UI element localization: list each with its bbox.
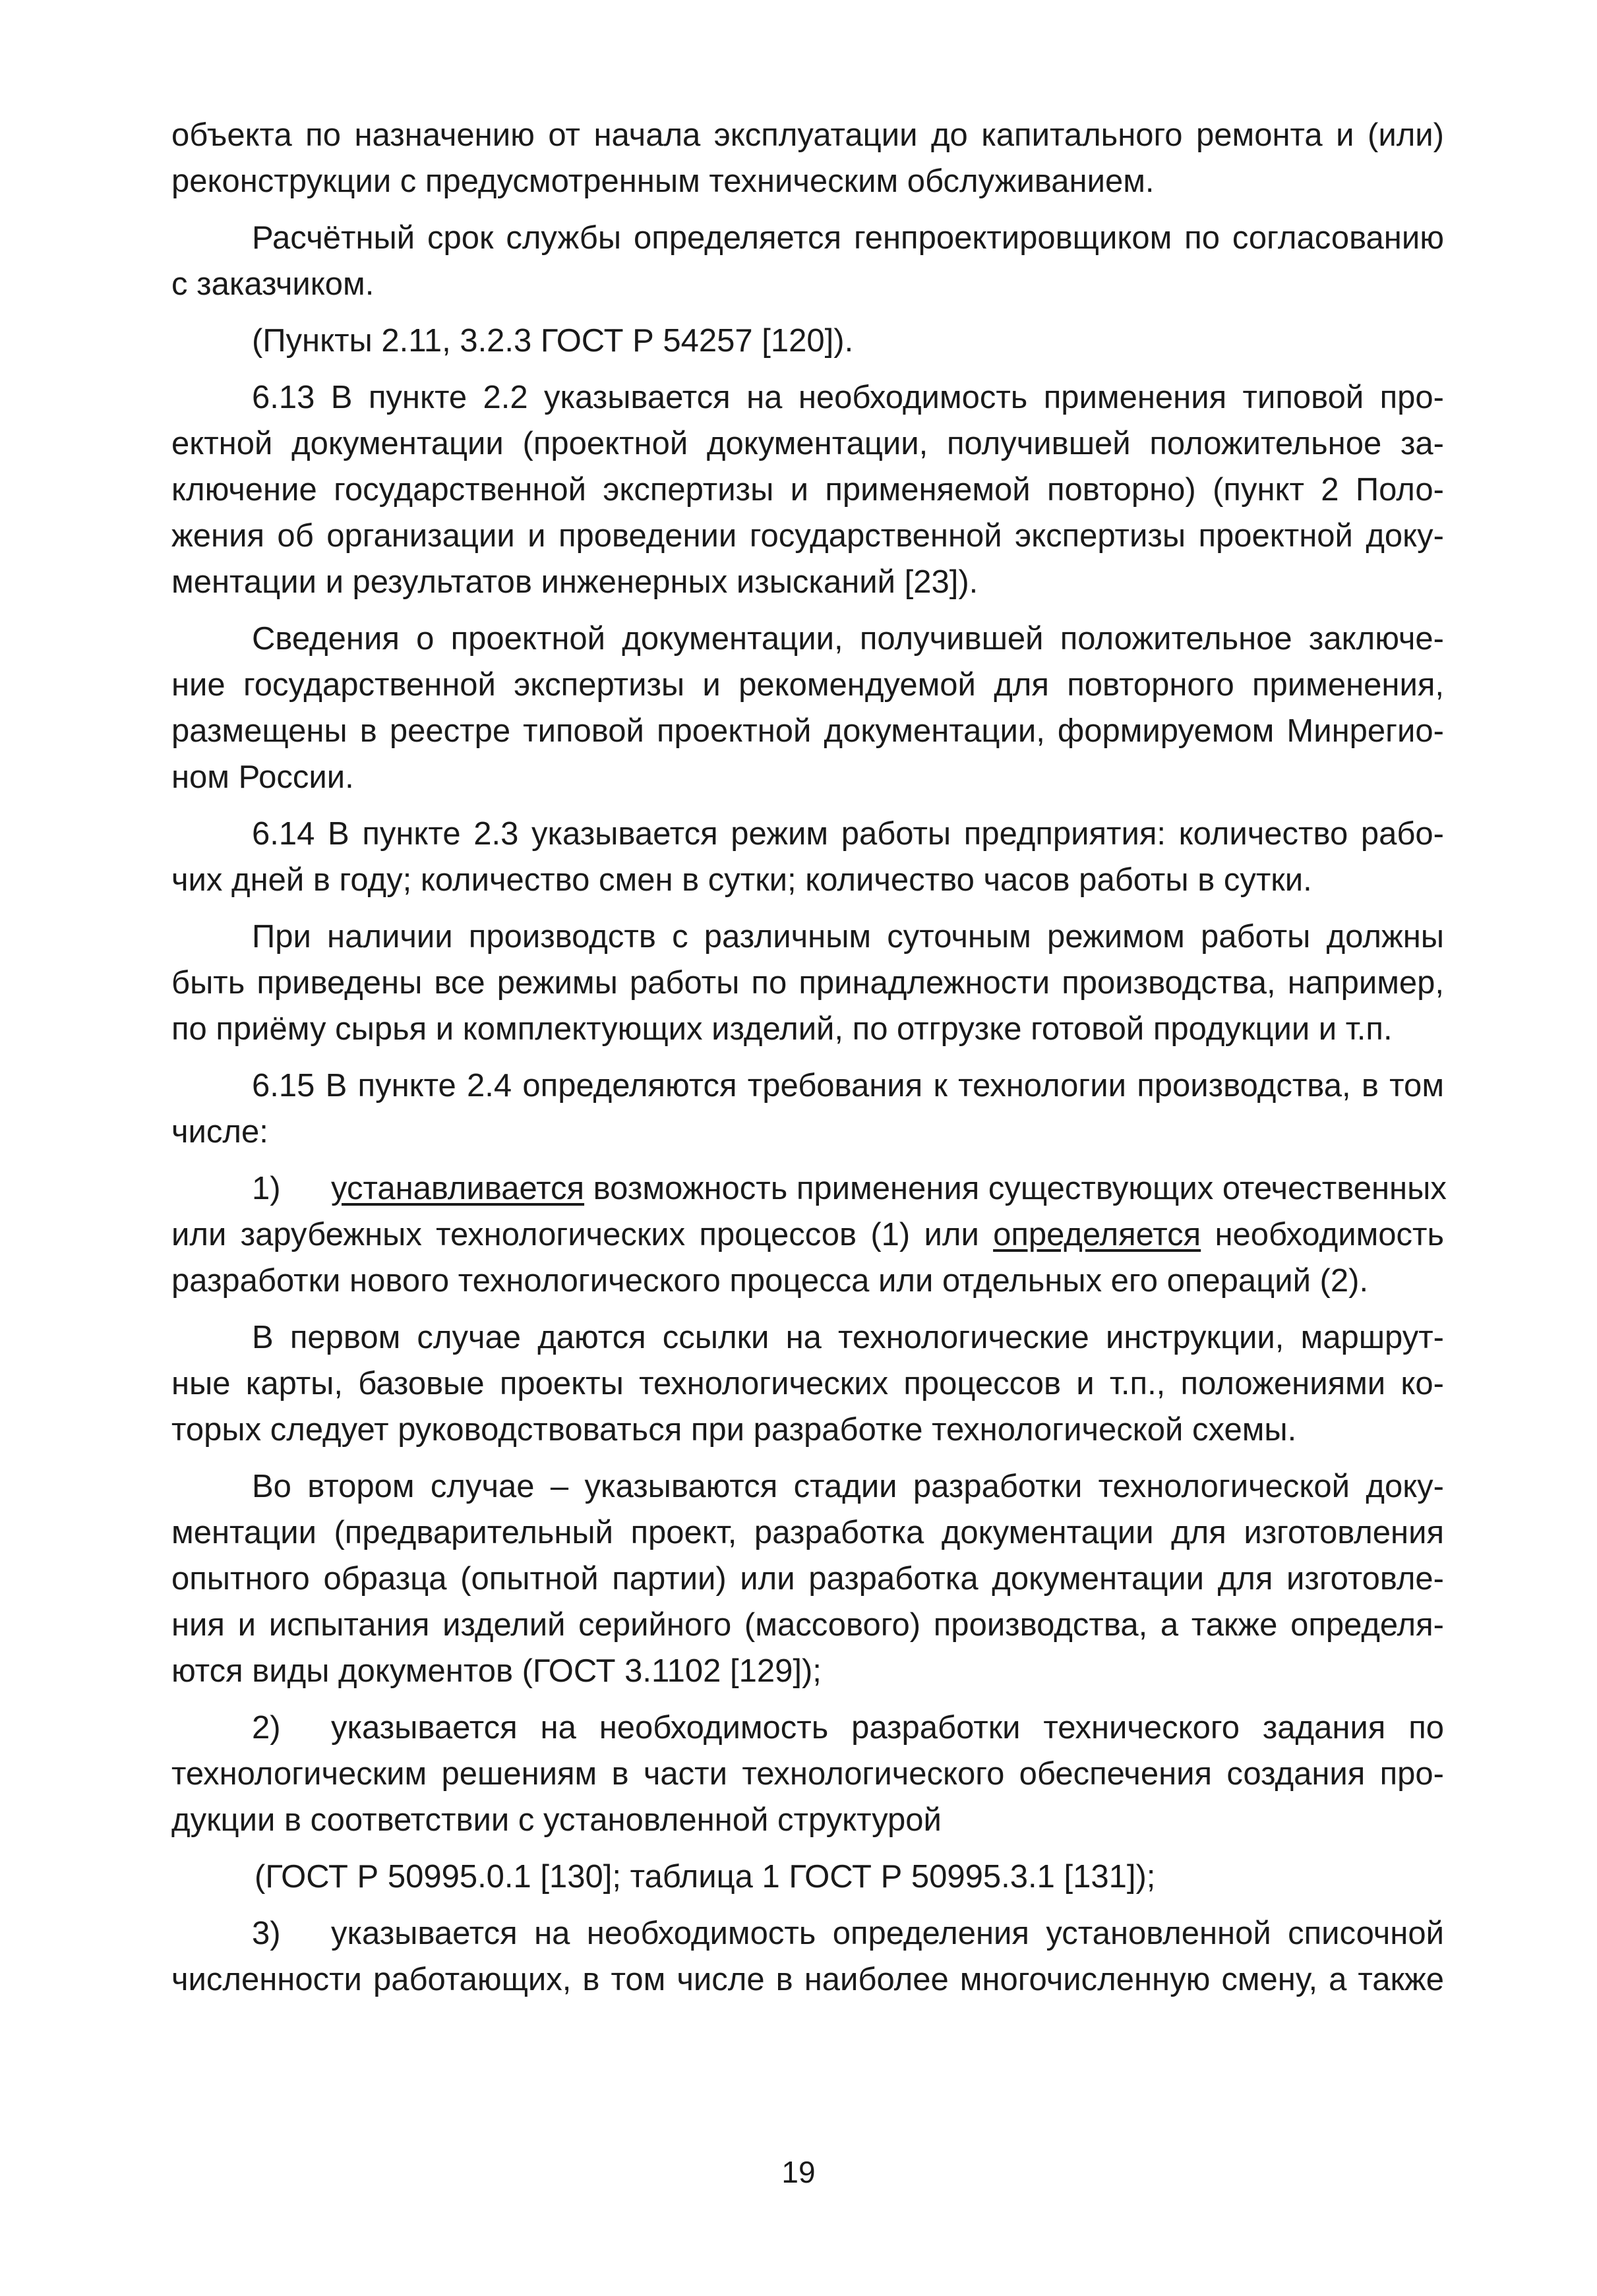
text-line: чих дней в году; количество смен в сутки; количество часов работы в сутки. <box>171 862 1312 898</box>
text-line: технологическим решениям в части технологического обеспечения создания про- <box>171 1756 1444 1792</box>
text-line: по приёму сырья и комплектующих изделий, по отгрузке готовой продукции и т.п. <box>171 1011 1393 1047</box>
text-line: 6.15 В пункте 2.4 определяются требования к технологии производства, в том <box>252 1068 1444 1104</box>
paragraph-6-15 <box>171 1063 1444 1155</box>
text-line: ментации (предварительный проект, разработка документации для изготовления <box>171 1515 1444 1550</box>
text-line <box>171 1165 1447 1212</box>
page-body <box>171 112 1447 2003</box>
text-line: опытного образца (опытной партии) или разработка документации для изготовле- <box>171 1561 1444 1597</box>
text-span: возможность применения существующих отечественных <box>584 1171 1447 1206</box>
text-span: или зарубежных технологических процессов (1) или <box>171 1217 994 1252</box>
paragraph-6-14 <box>171 811 1444 903</box>
list-item-1 <box>171 1165 1447 1304</box>
paragraph-reference <box>171 318 1444 364</box>
text-line: численности работающих, в том числе в наиболее многочисленную смену, а также <box>171 1962 1444 1997</box>
underlined-term: устанавливается <box>331 1171 585 1206</box>
text-line: ния и испытания изделий серийного (массового) производства, а также определя- <box>171 1607 1444 1643</box>
paragraph-registry <box>171 616 1444 800</box>
paragraph-6-13 <box>171 374 1444 605</box>
text-line: числе: <box>171 1114 268 1150</box>
text-line: ектной документации (проектной документации, получившей положительное за- <box>171 426 1444 461</box>
text-span: указывается на необходимость разработки технического задания по <box>331 1710 1444 1746</box>
text-span: необходимость <box>1201 1217 1444 1252</box>
text-line: объекта по назначению от начала эксплуатации до капитального ремонта и (или) <box>171 117 1444 153</box>
text-line <box>171 1212 1444 1258</box>
text-line: ние государственной экспертизы и рекомендуемой для повторного применения, <box>171 667 1444 703</box>
list-number: 1) <box>252 1171 281 1206</box>
text-line: (Пункты 2.11, 3.2.3 ГОСТ Р 54257 [120]). <box>252 323 854 359</box>
text-line: 6.13 В пункте 2.2 указывается на необходимость применения типовой про- <box>252 380 1444 415</box>
paragraph-gost-refs <box>171 1854 1444 1900</box>
text-line: размещены в реестре типовой проектной документации, формируемом Минрегио- <box>171 713 1444 749</box>
text-line: Расчётный срок службы определяется генпроектировщиком по согласованию <box>252 220 1444 256</box>
text-line: жения об организации и проведении государственной экспертизы проектной доку- <box>171 518 1444 554</box>
text-line: ном России. <box>171 759 354 795</box>
text-line: При наличии производств с различным суточным режимом работы должны <box>252 919 1444 955</box>
text-line: торых следует руководствоваться при разработке технологической схемы. <box>171 1412 1297 1448</box>
text-line: ментации и результатов инженерных изысканий [23]). <box>171 564 979 600</box>
list-number: 2) <box>252 1710 281 1746</box>
text-line: с заказчиком. <box>171 266 375 302</box>
text-line: ные карты, базовые проекты технологических процессов и т.п., положениями ко- <box>171 1366 1444 1401</box>
text-span: указывается на необходимость определения установленной списочной <box>331 1916 1444 1951</box>
text-line: реконструкции с предусмотренным техническим обслуживанием. <box>171 163 1155 199</box>
list-item-2 <box>171 1705 1444 1843</box>
list-number: 3) <box>252 1916 281 1951</box>
list-item-3 <box>171 1910 1444 2003</box>
text-line: быть приведены все режимы работы по принадлежности производства, например, <box>171 965 1444 1001</box>
text-line: ключение государственной экспертизы и применяемой повторно) (пункт 2 Поло- <box>171 472 1444 508</box>
text-line: разработки нового технологического процесса или отдельных его операций (2). <box>171 1263 1369 1299</box>
text-line <box>171 1910 1444 1957</box>
text-line: 6.14 В пункте 2.3 указывается режим работы предприятия: количество рабо- <box>252 816 1444 852</box>
paragraph-second-case <box>171 1463 1444 1694</box>
text-line: ются виды документов (ГОСТ 3.1102 [129]); <box>171 1653 822 1689</box>
text-line: (ГОСТ Р 50995.0.1 [130]; таблица 1 ГОСТ Р 50995.3.1 [131]); <box>255 1859 1156 1895</box>
page-number: 19 <box>781 2155 816 2189</box>
text-line <box>171 1705 1444 1751</box>
underlined-term: определяется <box>993 1217 1201 1252</box>
paragraph-service-life <box>171 215 1444 307</box>
text-line: В первом случае даются ссылки на технологические инструкции, маршрут- <box>252 1320 1444 1355</box>
paragraph-first-case <box>171 1314 1444 1453</box>
paragraph-work-modes <box>171 914 1444 1052</box>
text-line: Сведения о проектной документации, получившей положительное заключе- <box>252 621 1444 657</box>
text-line: дукции в соответствии с установленной структурой <box>171 1802 942 1838</box>
paragraph-continuation <box>171 112 1444 204</box>
text-line: Во втором случае – указываются стадии разработки технологической доку- <box>252 1469 1444 1504</box>
